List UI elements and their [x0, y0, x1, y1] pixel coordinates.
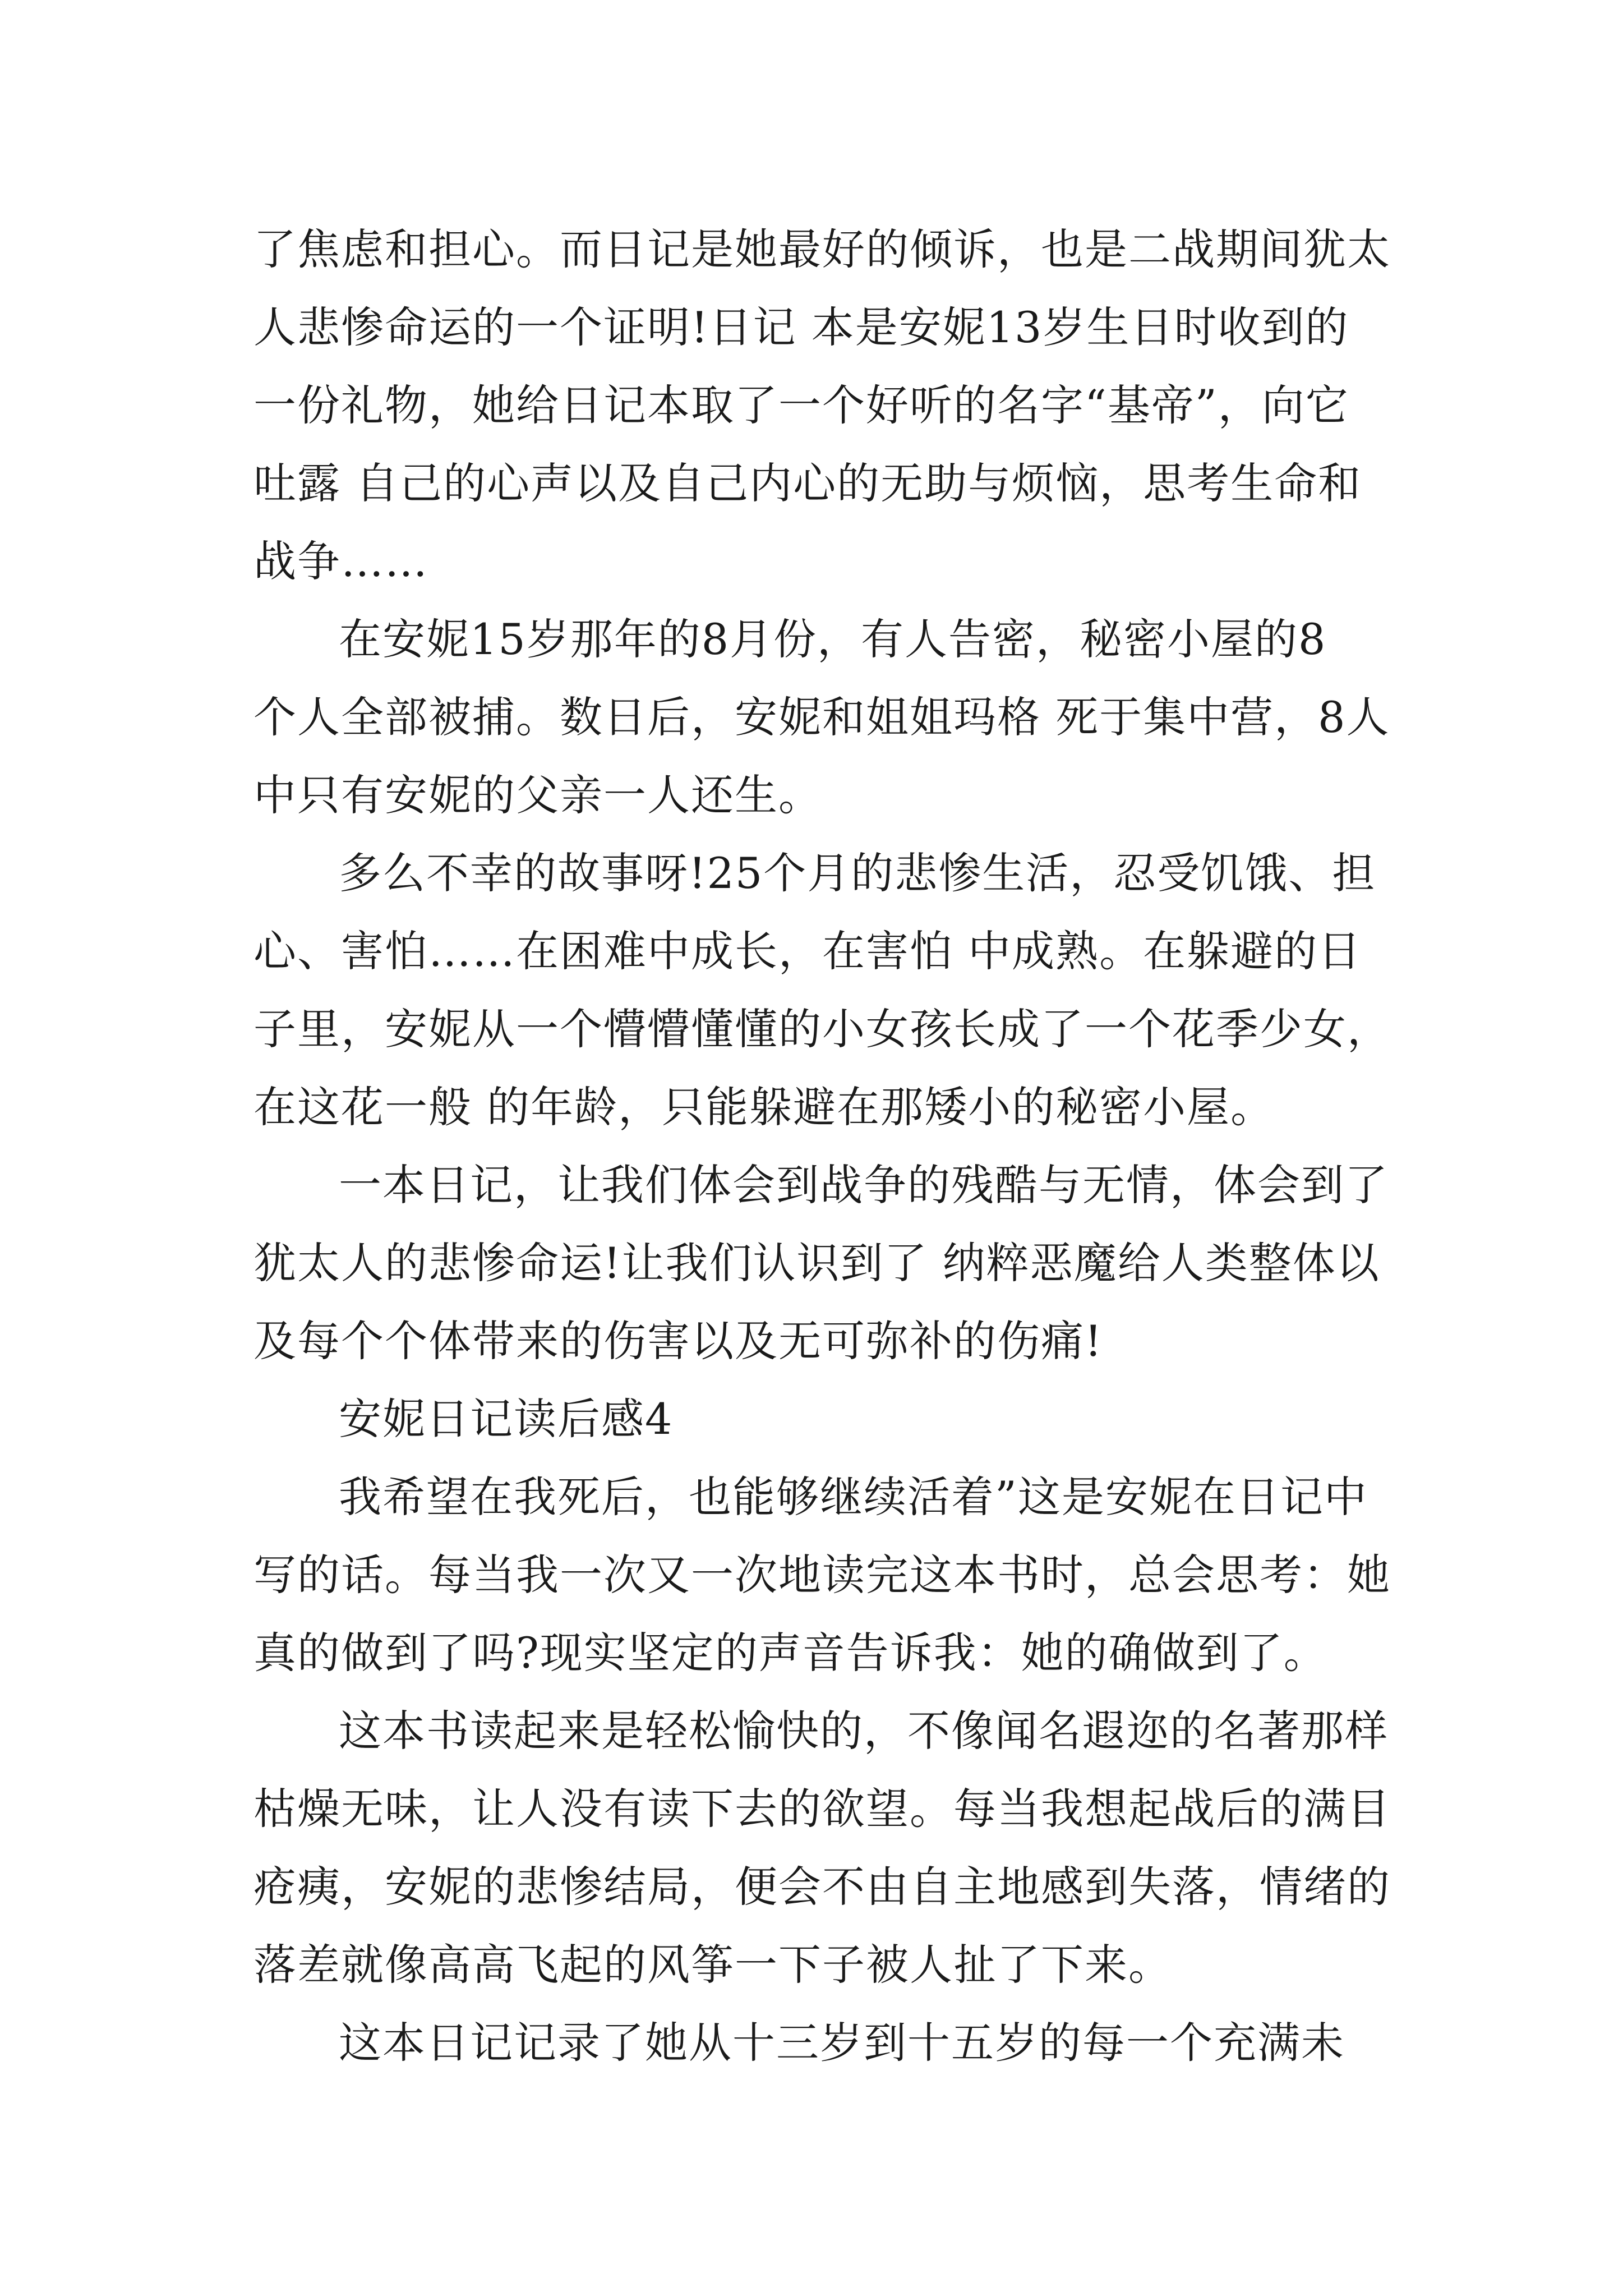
paragraph-3	[253, 834, 1398, 1146]
text-line: 犹太人的悲惨命运!让我们认识到了 纳粹恶魔给人类整体以	[253, 1238, 1380, 1288]
paragraph-6	[253, 1692, 1398, 2004]
text-line: 战争……	[253, 536, 428, 586]
text-line: 子里，安妮从一个懵懵懂懂的小女孩长成了一个花季少女，	[253, 1004, 1391, 1054]
text-line: 写的话。每当我一次又一次地读完这本书时，总会思考：她	[253, 1550, 1391, 1600]
text-line: 枯燥无味，让人没有读下去的欲望。每当我想起战后的满目	[253, 1784, 1391, 1834]
text-line: 中只有安妮的父亲一人还生。	[253, 770, 822, 820]
section-heading: 安妮日记读后感4	[339, 1394, 674, 1444]
text-line: 落差就像高高飞起的风筝一下子被人扯了下来。	[253, 1940, 1172, 1990]
text-line: 疮痍，安妮的悲惨结局，便会不由自主地感到失落，情绪的	[253, 1862, 1391, 1912]
paragraph-1	[253, 210, 1398, 600]
text-line: 人悲惨命运的一个证明!日记 本是安妮13岁生日时收到的	[253, 302, 1349, 352]
text-line: 在安妮15岁那年的8月份，有人告密，秘密小屋的8	[339, 614, 1327, 664]
text-line: 个人全部被捕。数日后，安妮和姐姐玛格 死于集中营，8人	[253, 692, 1390, 742]
text-line: 一份礼物，她给日记本取了一个好听的名字“基帝”，向它	[253, 380, 1349, 430]
text-line: 多么不幸的故事呀!25个月的悲惨生活，忍受饥饿、担	[339, 848, 1376, 898]
text-line: 了焦虑和担心。而日记是她最好的倾诉，也是二战期间犹太	[253, 224, 1391, 274]
text-line: 一本日记，让我们体会到战争的残酷与无情，体会到了	[339, 1160, 1389, 1210]
text-line: 这本日记记录了她从十三岁到十五岁的每一个充满未	[339, 2018, 1345, 2068]
document-body	[253, 210, 1398, 2082]
text-line: 及每个个体带来的伤害以及无可弥补的伤痛!	[253, 1316, 1103, 1366]
text-line: 在这花一般 的年龄，只能躲避在那矮小的秘密小屋。	[253, 1082, 1275, 1132]
text-line: 我希望在我死后，也能够继续活着”这是安妮在日记中	[339, 1472, 1368, 1522]
text-line: 吐露 自己的心声以及自己内心的无助与烦恼，思考生命和	[253, 458, 1362, 508]
text-line: 心、害怕……在困难中成长，在害怕 中成熟。在躲避的日	[253, 926, 1362, 976]
paragraph-7	[253, 2004, 1398, 2082]
text-line: 这本书读起来是轻松愉快的，不像闻名遐迩的名著那样	[339, 1706, 1389, 1756]
paragraph-2	[253, 600, 1398, 834]
paragraph-5	[253, 1458, 1398, 1692]
text-line: 真的做到了吗?现实坚定的声音告诉我：她的确做到了。	[253, 1628, 1327, 1678]
paragraph-4	[253, 1146, 1398, 1380]
